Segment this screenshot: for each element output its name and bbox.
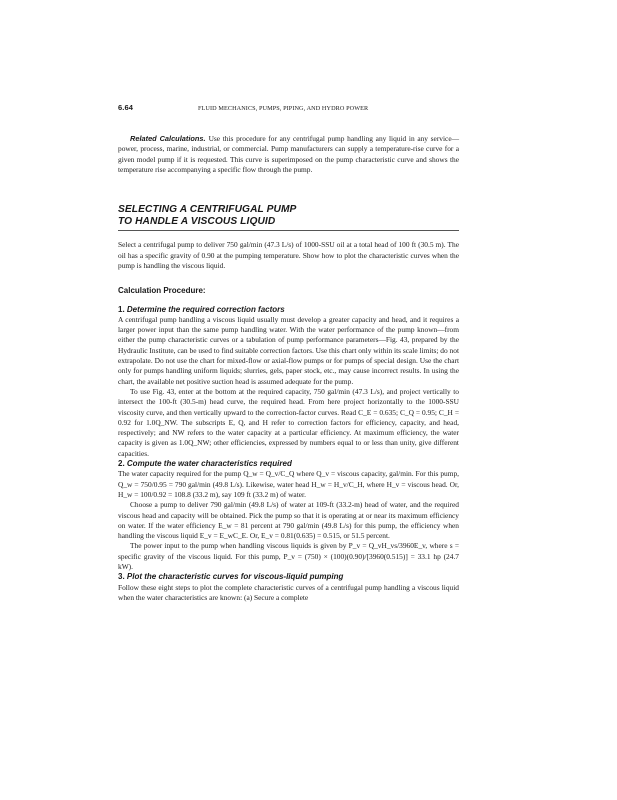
step-1-paragraph-2: To use Fig. 43, enter at the bottom at the required capacity, 750 gal/min (47.3 L/s), and project vertically to intersect the 100-ft (30.5-m) head curve, the required head. From here project horizontally to the 1000-SSU viscosity curve, and then vertically upward to the correction-factor curves. Read C_E = 0.635; C_Q = 0.95; C_H = 0.92 for 1.0Q_NW. The subscripts E, Q, and H refer to correction factors for efficiency, capacity, and head, respectively; and NW refers to the water capacity at a particular efficiency. At maximum efficiency, the water capacity is given as 1.0Q_NW; other efficiencies, expressed by numbers equal to or less than unity, give different capacities. (118, 386, 459, 458)
step-1-title: Determine the required correction factors (126, 304, 285, 314)
step-3-number: 3. (118, 572, 125, 582)
calculation-procedure-heading: Calculation Procedure: (118, 286, 206, 296)
running-header (118, 103, 459, 112)
related-calculations-paragraph (118, 134, 459, 175)
step-1-heading (118, 305, 459, 315)
step-3-heading (118, 572, 459, 582)
related-calculations-label: Related Calculations. (130, 134, 206, 143)
running-title: FLUID MECHANICS, PUMPS, PIPING, AND HYDRO POWER (198, 105, 369, 112)
step-1-number: 1. (118, 304, 125, 314)
step-2-paragraph-3: The power input to the pump when handling viscous liquids is given by P_v = Q_vH_vs/3960E_v, where s = specific gravity of the viscous liquid. For this pump, P_v = (750) × (100)(0.90)/[3960(0.515)] = 33.1 hp (24.7 kW). (118, 541, 459, 571)
step-1-paragraph-1: A centrifugal pump handling a viscous liquid usually must develop a greater capacity and head, and it requires a larger power input than the same pump handling water. With the water performance of the pump known—from either the pump characteristic curves or a tabulation of pump performance parameters—Fig. 43, prepared by the Hydraulic Institute, can be used to find suitable correction factors. Use this chart only within its scale limits; do not extrapolate. Do not use the chart for mixed-flow or axial-flow pumps or for pumps of special design. Use the chart only for pumps handling uniform liquids; slurries, gels, paper stock, etc., may cause incorrect results. In using the chart, the available net positive suction head is assumed adequate for the pump. (118, 314, 459, 386)
section-rule (118, 230, 459, 231)
step-2-title: Compute the water characteristics required (126, 459, 292, 469)
text-column (118, 103, 459, 603)
page-number: 6.64 (118, 103, 133, 112)
section-heading (118, 204, 459, 231)
step-2-paragraph-2: Choose a pump to deliver 790 gal/min (49.8 L/s) of water at 109-ft (33.2-m) head of water, and the required viscous head and capacity will be obtained. Pick the pump so that it is operating at or near its maximum efficiency on water. If the water efficiency E_w = 81 percent at 790 gal/min (49.8 L/s) for this pump, the efficiency when handling the viscous liquid E_v = E_wC_E. Or, E_v = 0.81(0.635) = 0.515, or 51.5 percent. (118, 500, 459, 541)
problem-statement: Select a centrifugal pump to deliver 750 gal/min (47.3 L/s) of 1000-SSU oil at a total head of 100 ft (30.5 m). The oil has a specific gravity of 0.90 at the pumping temperature. Show how to plot the characteristic curves when the pump is handling the viscous liquid. (118, 240, 459, 270)
related-calculations-text: Use this procedure for any centrifugal pump handling any liquid in any service—power, process, marine, industrial, or commercial. Pump manufacturers can supply a temperature-rise curve for a given model pump if it is requested. This curve is superimposed on the pump characteristic curve and shows the temperature rise accompanying a specific flow through the pump. (118, 134, 459, 174)
step-2-paragraph-1: The water capacity required for the pump Q_w = Q_v/C_Q where Q_v = viscous capacity, gal/min. For this pump, Q_w = 750/0.95 = 790 gal/min (49.8 L/s). Likewise, water head H_w = H_v/C_H, where H_v = viscous head. Or, H_w = 100/0.92 = 108.8 (33.2 m), say 109 ft (33.2 m) of water. (118, 469, 459, 499)
step-2-heading (118, 459, 459, 469)
step-3-paragraph-1: Follow these eight steps to plot the complete characteristic curves of a centrifugal pump handling a viscous liquid when the water characteristics are known: (a) Secure a complete (118, 582, 459, 602)
section-title-line-2: TO HANDLE A VISCOUS LIQUID (118, 215, 276, 227)
step-2-number: 2. (118, 459, 125, 469)
section-title-line-1: SELECTING A CENTRIFUGAL PUMP (118, 204, 297, 216)
step-3-title: Plot the characteristic curves for viscous-liquid pumping (126, 572, 344, 582)
